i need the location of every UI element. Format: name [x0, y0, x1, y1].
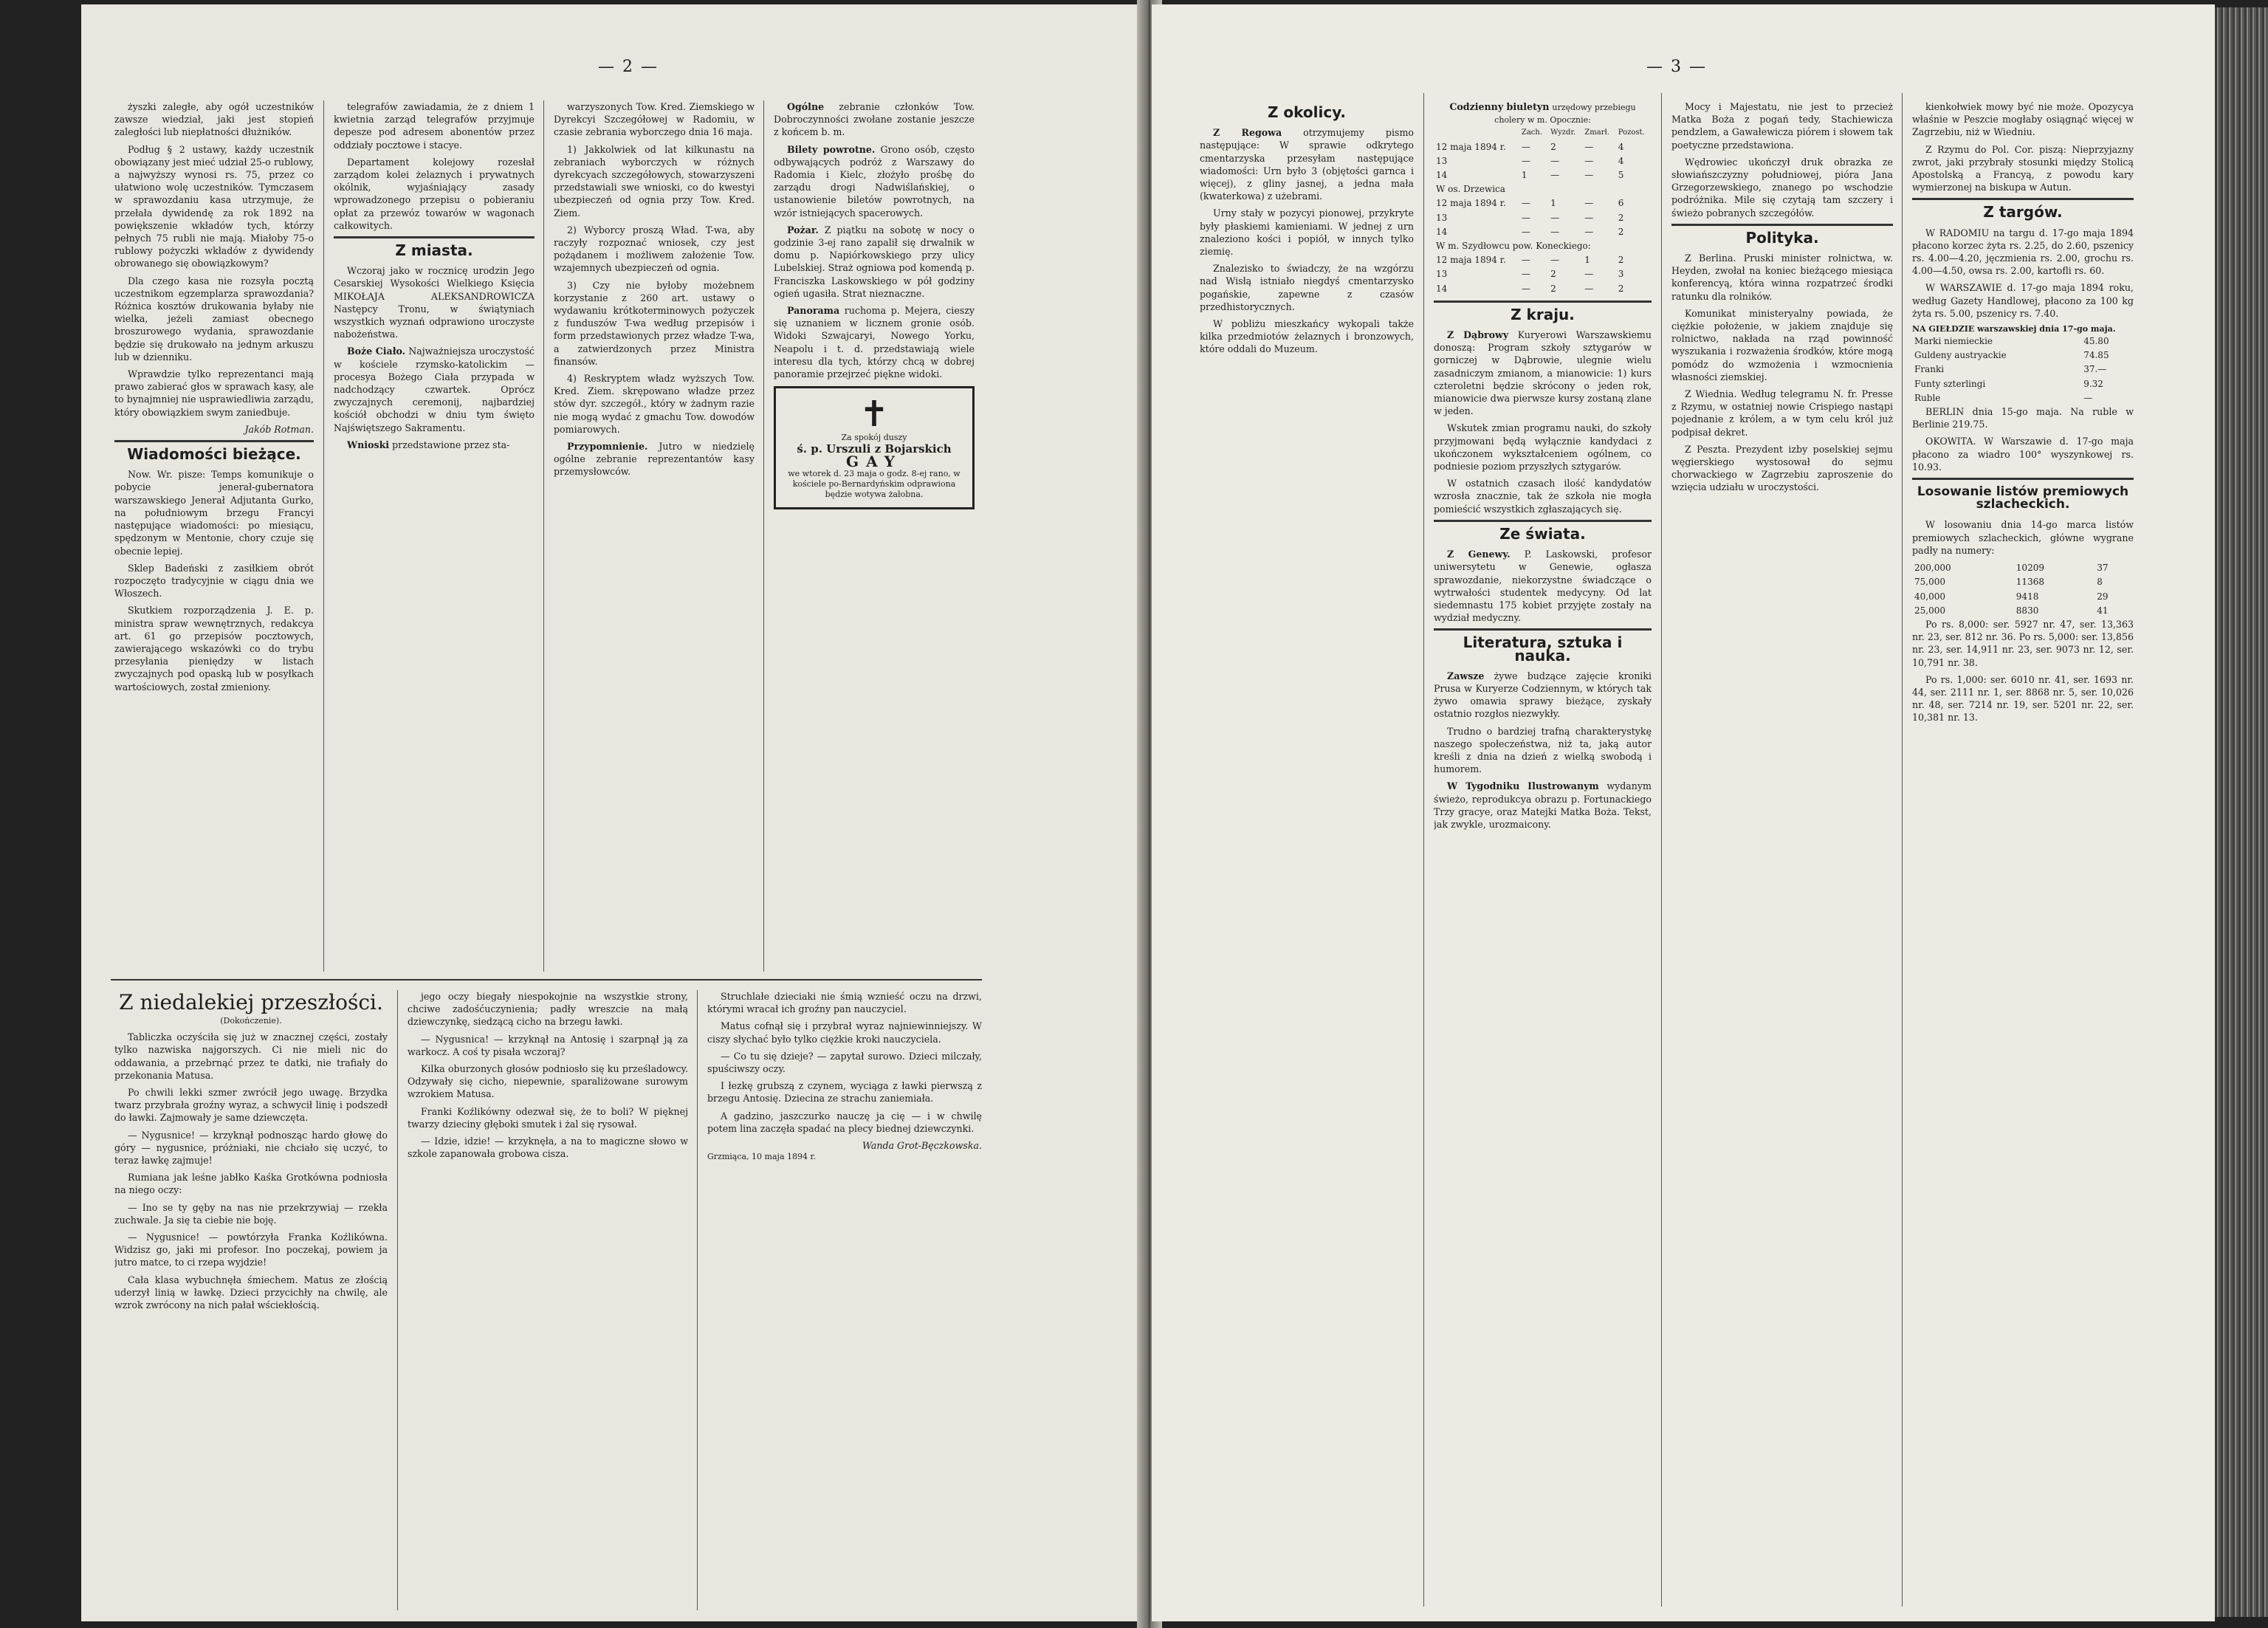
author-signature: Jakób Rotman.: [244, 423, 314, 435]
table-subheading: urzędowy przebiegu cholery w m. Opocznie:: [1494, 103, 1636, 126]
paragraph: Wędrowiec ukończył druk obrazka ze słowiańszczyzny południowej, pióra Jana Grzegorzewskiego, znanego po wschodzie podróżnika. Mile się czytają tam szczery i świeżo pobranych szczegółów.: [1671, 156, 1893, 219]
paragraph: [1434, 670, 1652, 721]
table-cell: 12 maja 1894 r.: [1436, 141, 1506, 152]
section-heading: Wiadomości bieżące.: [127, 445, 301, 464]
paragraph: [774, 304, 975, 380]
lead-word: W Tygodniku Ilustrowanym: [1447, 780, 1599, 792]
paragraph: Podług § 2 ustawy, każdy uczestnik obowiązany jest mieć udział 25-o rublowy, a najwyższy wynosi rs. 75, przez co ułatwiono wolę uczestników. Tymczasem w sprawozdaniu kasa utrzymuje, że przełała dywidendę za rok 1892 na powiększenie wkładów tych, którzy pełnych 75 rubli nie mają. Miałoby 75-o rublowy pożyczki wkładów z dywidendy obrowanego się obowiązkowym?: [114, 143, 314, 269]
paragraph: [1200, 126, 1414, 202]
table-cell: —: [1584, 212, 1594, 223]
paragraph-text: ruchoma p. Mejera, cieszy się uznaniem w licznem gronie osób. Widoki Szwajcaryi, Nowego Yorku, Neapolu i t. d. przedstawiają wiele interesu dla tych, którzy chcą w dobrej panoramie przejrzeć piękne widoki.: [774, 305, 975, 380]
paragraph: telegrafów zawiadamia, że z dniem 1 kwietnia zarząd telegrafów przyjmuje depesze pod adresem abonentów przez oddziały pocztowe i stacye.: [334, 101, 535, 151]
table-cell: —: [1521, 198, 1530, 209]
paragraph: Wskutek zmian programu nauki, do szkoły przyjmowani będą wyłącznie kandydaci z ukończonem wykształceniem ogólnem, co podniesie poziom przyszłych sztygarów.: [1434, 422, 1652, 473]
paragraph: I łezkę grubszą z czynem, wyciąga z ławki pierwszą z brzegu Antosię. Dziecina ze strachu zaniemiała.: [707, 1080, 982, 1105]
table-cell: 2: [1618, 255, 1624, 266]
table-header-cell: Zmarł.: [1584, 128, 1609, 137]
table-cell: 8830: [2016, 605, 2039, 616]
table-cell: 12 maja 1894 r.: [1436, 198, 1506, 209]
paragraph: Komunikat ministeryalny powiada, że ciężkie położenie, w jakiem znajduje się rolnictwo, nakłada na rząd powinność wyszukania i rozważenia środków, które mogą pomódz do wzmożenia i wzmocnienia własności ziemskiej.: [1671, 307, 1893, 382]
table-cell: 11368: [2016, 577, 2044, 588]
table-cell: —: [1550, 212, 1560, 223]
column-divider: [697, 990, 698, 1610]
paragraph: Z Wiednia. Według telegramu N. fr. Presse z Rzymu, w ostatniej nowie Crispiego nastąpi pojednanie z królem, a w tym celu król już podpisał dekret.: [1671, 388, 1893, 438]
paragraph-text: Z piątku na sobotę w nocy o godzinie 3-ej rano zapalił się drwalnik w domu p. Napiórkowskiego przy ulicy Lubelskiej. Straż ogniowa pod komendą p. Franciszka Laskowskiego w pół godziny ogień ugasiła. Strat nieznaczne.: [774, 224, 975, 299]
table-cell: 5: [1618, 170, 1624, 181]
left-column-3: [554, 100, 755, 972]
table-cell: 2: [1550, 141, 1556, 152]
column-divider: [1423, 93, 1424, 1607]
table-row: [1434, 168, 1652, 182]
paragraph-text: otrzymujemy pismo następujące: W sprawie odkrytego cmentarzyska przesyłam następujące wiadomości: Urn było 3 (objętości garnca i więcej), z gliny jasnej, a jedna mała (kwaterkowa) z użebrami.: [1200, 127, 1414, 202]
paragraph-text: żywe budzące zajęcie kroniki Prusa w Kuryerze Codziennym, w których tak żywo omawia sprawy bieżące, zyskały ostatnio rozgłos niezwykły.: [1434, 670, 1652, 720]
table-cell: —: [1584, 198, 1594, 209]
feuilleton-column-3: [707, 990, 982, 1610]
table-cell: 200,000: [1914, 563, 1951, 574]
table-row: [1434, 140, 1652, 154]
obituary-name: ś. p. Urszuli z Bojarskich: [797, 442, 952, 456]
table-cell: 10209: [2016, 563, 2044, 574]
paragraph: W pobliżu mieszkańcy wykopali także kilka przedmiotów żelaznych i bronzowych, które oddali do Muzeum.: [1200, 318, 1414, 355]
lead-word: Wnioski: [347, 439, 390, 450]
table-cell: 9.32: [2083, 378, 2103, 389]
column-divider: [763, 100, 764, 972]
paragraph: — Nygusnice! — krzyknął podnosząc hardo głowę do góry — nygusnice, próżniaki, nie chciało się uczyć, to teraz ławkę zajmuje!: [114, 1129, 388, 1167]
paragraph: Po rs. 1,000: ser. 6010 nr. 41, ser. 1693 nr. 44, ser. 2111 nr. 1, ser. 8868 nr. 5, ser. 10,026 nr. 48, ser. 7214 nr. 19, ser. 5201 nr. 22, ser. 10,381 nr. 13.: [1912, 673, 2134, 724]
section-divider: [114, 440, 314, 442]
table-header-cell: [1434, 126, 1519, 140]
lead-word: Przypomnienie.: [567, 441, 648, 453]
table-header-row: [1434, 126, 1652, 140]
paragraph: BERLIN dnia 15-go maja. Na ruble w Berlinie 219.75.: [1912, 406, 2134, 430]
table-cell: 4: [1618, 141, 1624, 152]
section-divider: [1912, 198, 2134, 200]
column-divider: [543, 100, 544, 972]
paragraph: Tabliczka oczyściła się już w znacznej części, zostały tylko nazwiska najgorszych. Ci nie mieli nic do oddawania, a przebrnąć przez te datki, nie trafiały do przekonania Matusa.: [114, 1031, 388, 1081]
table-cell: 1: [1521, 170, 1528, 181]
lead-word: Z Genewy.: [1447, 549, 1511, 560]
section-heading: Z targów.: [1983, 203, 2063, 221]
lead-word: Z Dąbrowy: [1447, 329, 1509, 341]
table-cell: Funty szterlingi: [1914, 378, 1986, 389]
paragraph: Mocy i Majestatu, nie jest to przecież Matka Boża z pogań tedy, Stachiewicza pendzlem, a Gawałewicza piórem i słowem tak poetyczne przedstawiona.: [1671, 101, 1893, 151]
paragraph: 4) Reskryptem władz wyższych Tow. Kred. Ziem. skrępowano władze przez stów dyr. szczegół., który w żadnym razie nie mogą wydać z gmachu Tow. dowodów pomiarowych.: [554, 373, 755, 435]
table-cell: —: [2083, 392, 2093, 403]
paragraph: W losowaniu dnia 14-go marca listów premiowych szlacheckich, główne wygrane padły na numery:: [1912, 519, 2134, 556]
table-cell: 29: [2097, 591, 2109, 602]
table-cell: 1: [1584, 255, 1590, 266]
table-cell: 2: [1618, 212, 1624, 223]
paragraph: jego oczy biegały niespokojnie na wszystkie strony, chciwe zadośćuczynienia; padły wreszcie na małą dziewczynkę, siedzącą cicho na brzegu ławki.: [408, 991, 688, 1028]
section-divider: [1434, 300, 1652, 303]
table-cell: 25,000: [1914, 605, 1945, 616]
table-row: [1434, 282, 1652, 296]
section-heading: Z kraju.: [1511, 305, 1575, 323]
table-row: [1912, 334, 2134, 348]
section-heading: Z miasta.: [395, 241, 473, 260]
table-cell: Marki niemieckie: [1914, 336, 1993, 347]
section-heading: Polityka.: [1745, 228, 1819, 247]
right-column-2: [1434, 100, 1652, 1607]
obituary-notice: [774, 386, 975, 509]
left-column-4: [774, 100, 975, 972]
right-column-4: [1912, 100, 2134, 1607]
paragraph: Now. Wr. pisze: Temps komunikuje o pobycie jenerał-gubernatora warszawskiego Jenerał Adjutanta Gurko, na południowym brzegu Francyi następujące wiadomości: po miesiącu, spędzonym w Mentonie, chory czuje się obecnie lepiej.: [114, 469, 314, 557]
paragraph: — Co tu się dzieje? — zapytał surowo. Dzieci milczały, spuściwszy oczy.: [707, 1050, 982, 1075]
table-cell: —: [1521, 141, 1530, 152]
paragraph: Departament kolejowy rozesłał zarządom kolei żelaznych i prywatnych okólnik, wyjaśniający zasady wprowadzonego przepisu o pobieraniu opłat za przewóz towarów w wagonach całkowitych.: [334, 156, 535, 231]
table-cell: 2: [1550, 269, 1556, 280]
table-row: [1912, 590, 2134, 604]
paragraph: Sklep Badeński z zasiłkiem obrót rozpoczęto tradycyjnie w ciągu dnia we Włoszech.: [114, 562, 314, 600]
paragraph-text: przedstawione przez sta-: [392, 439, 510, 450]
table-cell: —: [1550, 226, 1560, 237]
paragraph-text: Grono osób, często odbywających podróż z Warszawy do Radomia i Kielc, złożyło prośbę do zarządu drogi Nadwiślańskiej, o ustanowienie biletów powrotnych, na wzór istniejących spacerowych.: [774, 143, 975, 219]
left-page: [81, 4, 1144, 1621]
table-cell: —: [1550, 170, 1560, 181]
table-cell: —: [1521, 226, 1530, 237]
table-cell: —: [1521, 155, 1530, 166]
table-cell: 2: [1550, 283, 1556, 294]
table-cell: 41: [2097, 605, 2109, 616]
table-heading: Codzienny biuletyn: [1449, 101, 1550, 112]
column-divider: [397, 990, 398, 1610]
paragraph: 2) Wyborcy proszą Wład. T-wa, aby raczyły rozpoznać wniosek, czy jest pożądanem i możliwem założenie Tow. wzajemnych ubezpieczeń od ognia.: [554, 224, 755, 274]
table-cell: —: [1521, 255, 1530, 266]
paragraph: Znalezisko to świadczy, że na wzgórzu nad Wisłą istniało niegdyś cmentarzysko pogańskie, zapewne z czasów przedhistorycznych.: [1200, 263, 1414, 312]
table-cell: 1: [1550, 198, 1556, 209]
story-continuation: (Dokończenie).: [220, 1016, 282, 1026]
table-cell: —: [1584, 283, 1594, 294]
paragraph: Dla czego kasa nie rozsyła pocztą uczestnikom egzemplarza sprawozdania? Różnica kosztów drukowania byłaby nie wielka, jeżeli zamiast obecnego broszurowego wydania, sprawozdanie będzie się drukowało na jednym arkuszu lub w dzienniku.: [114, 275, 314, 363]
table-cell: 12 maja 1894 r.: [1436, 255, 1506, 266]
table-row: [1434, 211, 1652, 225]
column-divider: [323, 100, 324, 972]
paragraph: kienkołwiek mowy być nie może. Opozycya właśnie w Peszcie mogłaby osiągnąć więcej w Zagrzebiu, niż w Wiedniu.: [1912, 101, 2134, 138]
paragraph: 1) Jakkolwiek od lat kilkunastu na zebraniach wyborczych w różnych dyrekcyach szczegółowych, stowarzyszeni przedstawiali swe wnioski, co do kwestyi ubezpieczeń od ognia przy Tow. Kred. Ziem.: [554, 143, 755, 219]
feuilleton-column-2: [408, 990, 688, 1610]
paragraph: warzyszonych Tow. Kred. Ziemskiego w Dyrekcyi Szczegółowej w Radomiu, w czasie zebrania wyborczego dnia 16 maja.: [554, 101, 755, 138]
table-cell: 2: [1618, 283, 1624, 294]
column-divider: [1661, 93, 1662, 1607]
table-row: [1912, 561, 2134, 575]
table-cell: —: [1521, 269, 1530, 280]
table-cell: —: [1584, 155, 1594, 166]
table-cell: 6: [1618, 198, 1624, 209]
table-cell: 2: [1618, 226, 1624, 237]
right-column-3: [1671, 100, 1893, 1607]
table-cell: —: [1521, 212, 1530, 223]
right-page: [1152, 4, 2215, 1621]
paragraph: Trudno o bardziej trafną charakterystykę naszego społeczeństwa, niż ta, jaką autor kreśli z dnia na dzień z wielką swobodą i humorem.: [1434, 725, 1652, 775]
table-cell: Ruble: [1914, 392, 1941, 403]
table-cell: 74.85: [2083, 350, 2109, 361]
paragraph: Wprawdzie tylko reprezentanci mają prawo zabierać głos w sprawach kasy, ale to bynajmniej nie usprawiedliwia zarządu, który obowiązkiem swym zaniedbuje.: [114, 368, 314, 418]
table-row: [1912, 377, 2134, 391]
lead-word: Pożar.: [787, 224, 819, 236]
paragraph: [774, 143, 975, 219]
table-row: [1434, 196, 1652, 210]
table-cell: Guldeny austryackie: [1914, 350, 2007, 361]
lead-word: Zawsze: [1447, 670, 1485, 681]
table-cell: —: [1584, 141, 1594, 152]
paragraph: [554, 440, 755, 478]
table-header-cell: Wyzdr.: [1550, 128, 1576, 137]
column-divider: [1902, 93, 1903, 1607]
table-cell: 45.80: [2083, 336, 2109, 347]
table-cell: Franki: [1914, 364, 1945, 375]
paragraph: W WARSZAWIE d. 17-go maja 1894 roku, według Gazety Handlowej, płacono za 100 kg żyta rs. 5.00, pszenicy rs. 7.40.: [1912, 282, 2134, 319]
table-cell: —: [1584, 269, 1594, 280]
table-row: [1912, 604, 2134, 618]
paragraph: Matus cofnął się i przybrał wyraz najniewinniejszy. W ciszy słychać było tylko ciężkie kroki nauczyciela.: [707, 1020, 982, 1045]
paragraph-text: Kuryerowi Warszawskiemu donoszą: Program szkoły sztygarów w gorniczej w Dąbrowie, ulegnie wielu zasadniczym zmianom, a mianowicie: 1) kurs czteroletni będzie skrócony o jeden rok, mianowicie dwa pierwsze kursy zostaną zlane w jeden.: [1434, 329, 1652, 417]
feuilleton-column-1: [114, 990, 388, 1610]
story-title: Z niedalekiej przeszłości.: [119, 990, 383, 1014]
lead-word: Panorama: [787, 305, 840, 317]
obituary-intro: Za spokój duszy: [841, 433, 907, 443]
paragraph: — Nygusnica! — krzyknął na Antosię i szarpnął ją za warkocz. A coś ty pisała wczoraj?: [408, 1033, 688, 1057]
table-cell: 3: [1618, 269, 1624, 280]
left-column-1: [114, 100, 314, 972]
section-heading: Literatura, sztuka i nauka.: [1463, 633, 1623, 664]
obituary-details: we wtorek d. 23 maja o godz. 8-ej rano, w kościele po-Bernardyńskim odprawiona będzie wotywa żałobna.: [788, 468, 961, 499]
paragraph: [774, 100, 975, 139]
section-divider: [334, 236, 535, 238]
story-signature: Wanda Grot-Bęczkowska.: [862, 1140, 982, 1152]
paragraph: Wczoraj jako w rocznicę urodzin Jego Cesarskiej Wysokości Wielkiego Księcia MIKOŁAJA ALEKSANDROWICZA Następcy Tronu, w świątyniach wszystkich wyznań odprawiono uroczyste nabożeństwa.: [334, 265, 535, 340]
left-column-2: [334, 100, 535, 972]
paragraph: Kilka oburzonych głosów podniosło się ku prześladowcy. Odzywały się cicho, niepewnie, sparaliżowane surowym wzrokiem Matusa.: [408, 1063, 688, 1100]
paragraph: W ostatnich czasach ilość kandydatów wzrosła znacznie, tak że szkoła nie mogła pomieścić wszystkich zgłaszających się.: [1434, 478, 1652, 515]
section-heading: Losowanie listów premiowych szlacheckich.: [1917, 484, 2129, 512]
paragraph: Z Berlina. Pruski minister rolnictwa, w. Heyden, zwołał na koniec bieżącego miesiąca konferencyą, która winna rozpatrzeć środki ratunku dla rolników.: [1671, 253, 1893, 302]
table-cell: 37: [2097, 563, 2109, 574]
page-number-right: — 3 —: [1646, 58, 1707, 76]
table-cell: 37.—: [2083, 364, 2107, 375]
table-row: [1434, 253, 1652, 267]
story-place-date: Grzmiąca, 10 maja 1894 r.: [707, 1152, 817, 1162]
cross-icon: ✝: [859, 394, 890, 436]
table-cell: 4: [1618, 155, 1624, 166]
paragraph: — Nygusnice! — powtórzyła Franka Koźlikówna. Widzisz go, jaki mi profesor. Ino poczekaj, powiem ja jutro matce, to ci rzepa wyjdzie!: [114, 1232, 388, 1268]
paragraph: Cała klasa wybuchnęła śmiechem. Matus ze złością uderzył linią w ławkę. Dzieci przycichły na chwilę, ale wzrok zwrócony na nich pałał wściekłością.: [114, 1274, 388, 1311]
section-divider: [1434, 520, 1652, 522]
table-cell: 13: [1436, 212, 1448, 223]
paragraph: Urny stały w pozycyi pionowej, przykryte były płaskiemi kamieniami. W jednej z urn znaleziono kości i popiół, w innych tylko ziemię.: [1200, 207, 1414, 258]
paragraph: Struchlałe dzieciaki nie śmią wznieść oczu na drzwi, którymi wracał ich groźny pan nauczyciel.: [707, 991, 982, 1015]
paragraph: Po chwili lekki szmer zwrócił jego uwagę. Brzydka twarz przybrała groźny wyraz, a schwycił linię i podszedł do ławki. Zajmowały je same dziewczęta.: [114, 1087, 388, 1124]
cholera-bulletin-table: [1434, 126, 1652, 295]
table-row: [1912, 348, 2134, 363]
table-group-row: [1434, 239, 1652, 253]
table-group-row: [1434, 182, 1652, 196]
page-number-left: — 2 —: [598, 58, 659, 76]
section-divider: [1912, 478, 2134, 480]
paragraph: 3) Czy nie byłoby możebnem korzystanie z 260 art. ustawy o wydawaniu krótkoterminowych pożyczek z funduszów T-wa według przepisów i form przedstawionych przez władze T-wa, a zatwierdzonych przez Ministra finansów.: [554, 279, 755, 367]
section-heading: Z okolicy.: [1267, 103, 1347, 121]
paragraph-text: Najważniejsza uroczystość w kościele rzymsko-katolickim — procesya Bożego Ciała przypada w nadchodzący czwartek. Oprócz zwyczajnych ceremonij, najbardziej kościół obchodzi w dniu tym święto Najświętszego Sakramentu.: [334, 346, 535, 433]
paragraph: [774, 224, 975, 300]
table-group-label: W m. Szydłowcu pow. Koneckiego:: [1436, 241, 1591, 252]
paragraph-text: zebranie członków Tow. Dobroczynności zwołane zostanie jeszcze z końcem b. m.: [774, 101, 975, 138]
lottery-table: [1912, 561, 2134, 618]
lead-word: Z Regowa: [1213, 127, 1282, 139]
feuilleton-divider: [111, 979, 982, 980]
paragraph: [1434, 329, 1652, 417]
paragraph: żyszki zaległe, aby ogół uczestników zawsze wiedział, jaki jest stopień zaległości lub niepłatności dłużników.: [114, 101, 314, 138]
paragraph-text: P. Laskowski, profesor uniwersytetu w Genewie, ogłasza sprawozdanie, niekorzystne świadczące o wytrwałości studentek medycyny. Od lat siedemnastu 175 kobiet przyjęte zostały na wydział medyczny.: [1434, 549, 1652, 624]
table-header-cell: Zach.: [1521, 128, 1543, 137]
table-row: [1912, 391, 2134, 405]
table-cell: 14: [1436, 283, 1448, 294]
table-cell: 75,000: [1914, 577, 1945, 588]
paragraph-text: wydanym świeżo, reprodukcya obrazu p. Fortunackiego Trzy gracye, oraz Matejki Matka Boża. Tekst, jak zwykle, urozmaicony.: [1434, 780, 1652, 830]
paragraph: [1434, 548, 1652, 624]
paragraph: Skutkiem rozporządzenia J. E. p. ministra spraw wewnętrznych, redakcya art. 61 go przepisów pocztowych, zawierającego wskazówki co do trybu przesyłania pieniędzy w listach zwyczajnych pod opaską lub w posyłkach wartościowych, został zmieniony.: [114, 605, 314, 693]
paragraph: Po rs. 8,000: ser. 5927 nr. 47, ser. 13,363 nr. 23, ser. 812 nr. 36. Po rs. 5,000: ser. 13,856 nr. 23, ser. 14,911 nr. 23, ser. 9073 nr. 12, ser. 10,791 nr. 38.: [1912, 618, 2134, 668]
paragraph-text: Jutro w niedzielę ogólne zebranie reprezentantów kasy przemysłowców.: [554, 441, 755, 478]
table-row: [1434, 225, 1652, 239]
lead-word: Ogólne: [787, 101, 825, 112]
lead-word: Boże Ciało.: [347, 346, 406, 357]
table-header-cell: Pozost.: [1618, 128, 1645, 137]
table-group-label: W os. Drzewica: [1436, 184, 1505, 195]
table-cell: —: [1584, 226, 1594, 237]
table-cell: —: [1550, 255, 1560, 266]
table-cell: —: [1521, 283, 1530, 294]
table-row: [1912, 363, 2134, 377]
paragraph: — Idzie, idzie! — krzyknęła, a na to magiczne słowo w szkole zapanowała grobowa cisza.: [408, 1136, 688, 1160]
paragraph: [1434, 780, 1652, 831]
table-cell: 13: [1436, 269, 1448, 280]
paragraph: — Ino se ty gęby na nas nie przekrzywiaj — rzekła zuchwale. Ja się ta ciebie nie boję.: [114, 1201, 388, 1226]
table-row: [1912, 575, 2134, 589]
table-cell: 40,000: [1914, 591, 1945, 602]
paragraph: [334, 345, 535, 433]
table-row: [1434, 267, 1652, 281]
section-heading: Ze świata.: [1499, 524, 1586, 543]
section-divider: [1434, 628, 1652, 631]
paragraph: Franki Koźlikówny odezwał się, że to boli? W pięknej twarzy dzieciny głęboki smutek i żal się rysował.: [408, 1105, 688, 1130]
paragraph: Rumiana jak leśne jabłko Kaśka Grotkówna podniosła na niego oczy:: [114, 1172, 388, 1196]
table-cell: 13: [1436, 155, 1448, 166]
table-cell: 8: [2097, 577, 2103, 588]
table-row: [1434, 154, 1652, 168]
paragraph: A gadzino, jaszczurko nauczę ja cię — i w chwilę potem lina zaczęła spadać na plecy biednej dziewczynki.: [707, 1110, 982, 1134]
paragraph: Z Peszta. Prezydent izby poselskiej sejmu węgierskiego wystosował do sejmu chorwackiego w Zagrzebiu zaproszenie do wzięcia udziału w uroczystości.: [1671, 443, 1893, 493]
table-cell: 14: [1436, 170, 1448, 181]
table-cell: 9418: [2016, 591, 2039, 602]
exchange-rates-table: [1912, 334, 2134, 405]
lead-word: Bilety powrotne.: [787, 143, 876, 155]
exchange-heading: NA GIEŁDZIE warszawskiej dnia 17-go maja.: [1912, 324, 2116, 334]
paragraph: OKOWITA. W Warszawie d. 17-go maja płacono za wiadro 100° wyszynkowej rs. 10.93.: [1912, 436, 2134, 473]
paragraph: W RADOMIU na targu d. 17-go maja 1894 płacono korzec żyta rs. 2.25, do 2.60, pszenicy rs. 4.00—4.20, jęczmienia rs. 2.00, grochu rs. 4.00—4.50, owsa rs. 2.00, kartofli rs. 60.: [1912, 227, 2134, 277]
table-cell: 14: [1436, 226, 1448, 237]
obituary-surname: GAY: [846, 453, 902, 471]
stacked-page-edges: [2215, 7, 2268, 1617]
paragraph: [334, 439, 535, 451]
table-cell: —: [1584, 170, 1594, 181]
paragraph: Z Rzymu do Pol. Cor. piszą: Nieprzyjazny zwrot, jaki przybrały stosunki między Stolicą Apostolską a Francyą, z powodu kary wymierzonej na biskupa w Autun.: [1912, 143, 2134, 193]
right-column-1: [1200, 100, 1414, 1607]
table-cell: —: [1550, 155, 1560, 166]
section-divider: [1671, 224, 1893, 226]
